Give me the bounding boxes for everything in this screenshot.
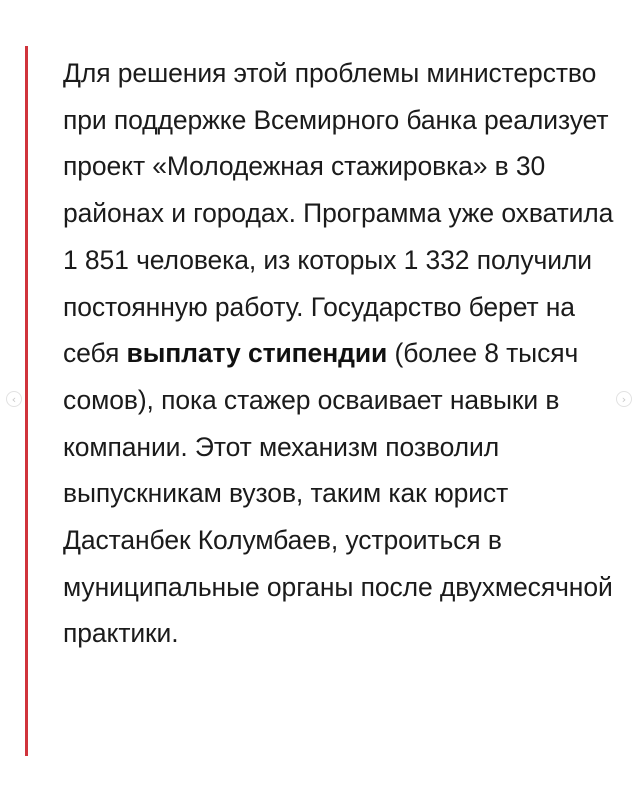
chevron-right-icon: ›	[621, 392, 627, 406]
carousel-next-button[interactable]	[616, 391, 632, 407]
quote-bold-phrase: выплату стипендии	[126, 338, 388, 369]
chevron-left-icon: ‹	[11, 392, 17, 406]
article-quote-paragraph	[63, 50, 623, 657]
quote-accent-bar	[25, 46, 28, 756]
quote-text-after-bold: (более 8 тысяч сомов), пока стажер осваивает навыки в компании. Этот механизм позволил выпускникам вузов, таким как юрист Дастанбек Колумбаев, устроиться в муниципальные органы после двухмесячной практики.	[63, 338, 613, 649]
carousel-prev-button[interactable]	[6, 391, 22, 407]
quote-text-before-bold: Для решения этой проблемы министерство при поддержке Всемирного банка реализует проект «Молодежная стажировка» в 30 районах и городах. Программа уже охватила 1 851 человека, из которых 1 332 получили постоянную работу. Государство берет на себя	[63, 58, 614, 369]
